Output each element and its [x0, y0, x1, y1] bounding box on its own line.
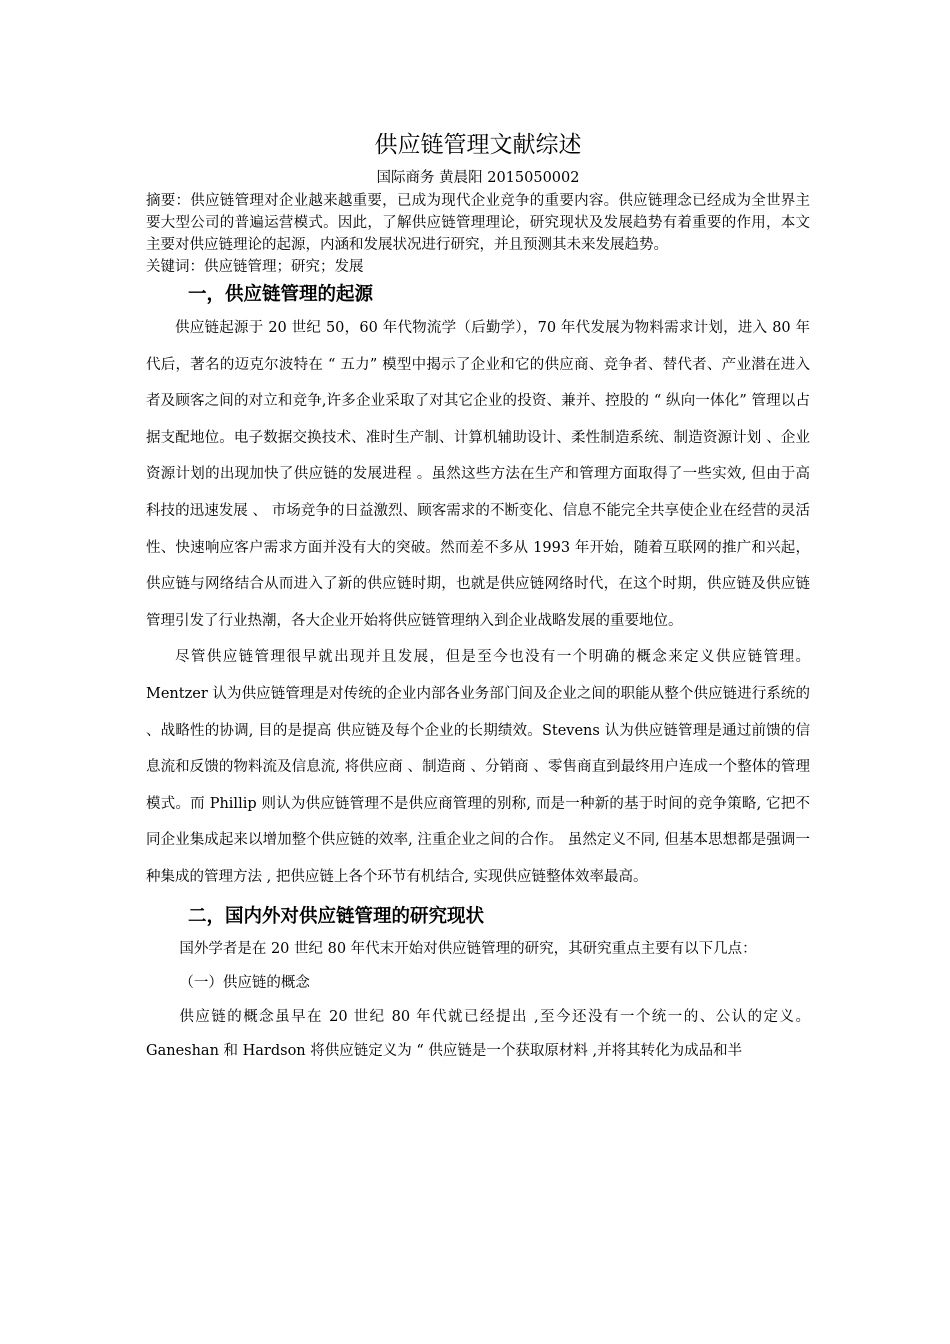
section-1-body	[146, 310, 810, 896]
section-2-body	[146, 932, 810, 1068]
section-heading-1: 一，供应链管理的起源	[188, 284, 374, 305]
document-title: 供应链管理文献综述	[374, 132, 582, 158]
author-line: 国际商务 黄晨阳 2015050002	[376, 170, 580, 186]
paragraph: 供应链起源于 20 世纪 50，60 年代物流学（后勤学），70 年代发展为物料需求计划，进入 80 年代后，著名的迈克尔波特在 “ 五力” 模型中揭示了企业和它的供应商、竞争者、替代者、产业潜在进入者及顾客之间的对立和竞争,许多企业采取了对其它企业的投资、兼并、控股的 “ 纵向一体化” 管理以占据支配地位。电子数据交换技术、准时生产制、计算机辅助设计、柔性制造系统、制造资源计划 、企业资源计划的出现加快了供应链的发展进程 。虽然这些方法在生产和管理方面取得了一些实效, 但由于高科技的迅速发展 、 市场竞争的日益激烈、顾客需求的不断变化、信息不能完全共享使企业在经营的灵活性、快速响应客户需求方面并没有大的突破。然而差不多从 1993 年开始，随着互联网的推广和兴起，供应链与网络结合从而进入了新的供应链时期，也就是供应链网络时代，在这个时期，供应链及供应链管理引发了行业热潮，各大企业开始将供应链管理纳入到企业战略发展的重要地位。	[146, 320, 810, 629]
section-heading-2: 二，国内外对供应链管理的研究现状	[188, 905, 485, 927]
keywords: 关键词：供应链管理；研究；发展	[146, 259, 364, 275]
document-page	[146, 128, 810, 1068]
paragraph: 供应链的概念虽早在 20 世纪 80 年代就已经提出 ,至今还没有一个统一的、公认的定义。Ganeshan 和 Hardson 将供应链定义为 “ 供应链是一个获取原材料 ,并将其转化为成品和半	[146, 1008, 810, 1059]
subsection-heading: （一）供应链的概念	[179, 974, 310, 991]
paragraph: 国外学者是在 20 世纪 80 年代末开始对供应链管理的研究，其研究重点主要有以下几点：	[179, 940, 757, 957]
paragraph: 尽管供应链管理很早就出现并且发展，但是至今也没有一个明确的概念来定义供应链管理。Mentzer 认为供应链管理是对传统的企业内部各业务部门间及企业之间的职能从整个供应链进行系统的 、战略性的协调, 目的是提高 供应链及每个企业的长期绩效。Stevens 认为供应链管理是通过前馈的信息流和反馈的物料流及信息流, 将供应商 、制造商 、分销商 、零售商直到最终用户连成一个整体的管理模式。而 Phillip 则认为供应链管理不是供应商管理的别称, 而是一种新的基于时间的竞争策略, 它把不同企业集成起来以增加整个供应链的效率, 注重企业之间的合作。 虽然定义不同, 但基本思想都是强调一种集成的管理方法 , 把供应链上各个环节有机结合, 实现供应链整体效率最高。	[146, 649, 810, 885]
abstract: 摘要：供应链管理对企业越来越重要，已成为现代企业竞争的重要内容。供应链理念已经成为全世界主要大型公司的普遍运营模式。因此，了解供应链管理理论，研究现状及发展趋势有着重要的作用，本文主要对供应链理论的起源，内涵和发展状况进行研究，并且预测其未来发展趋势。	[146, 193, 810, 253]
